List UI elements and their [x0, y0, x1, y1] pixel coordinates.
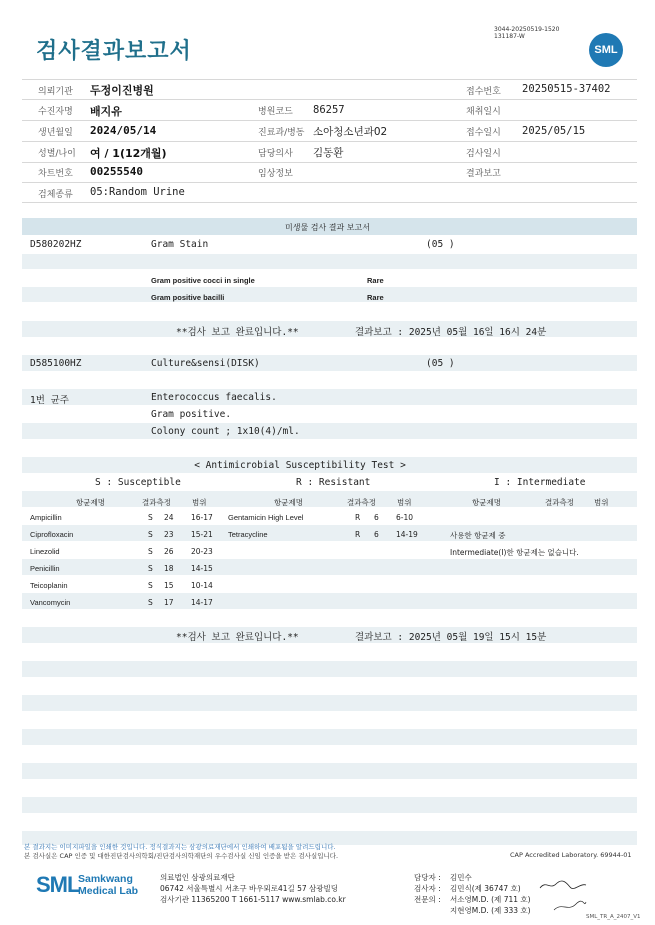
doctor-label: 담당의사 — [258, 149, 293, 159]
ast-drug: Ciprofloxacin — [30, 530, 74, 539]
birth-label: 생년월일 — [38, 128, 73, 138]
row-band — [22, 254, 637, 269]
sex-age-label: 성별/나이 — [38, 149, 76, 159]
hospital-label: 의뢰기관 — [38, 87, 73, 97]
report-title: 검사결과보고서 — [36, 39, 192, 64]
ast-drug: Vancomycin — [30, 598, 71, 607]
ast-range: 15-21 — [191, 530, 213, 539]
footer-note-2: 본 검사실은 CAP 인증 및 대한진단검사의학회/진단검사의학재단의 우수검사실 신임 인증을 받은 검사실입니다. — [24, 852, 339, 860]
patient-name-label: 수진자명 — [38, 107, 73, 117]
strain-organism: Enterococcus faecalis. — [151, 392, 277, 403]
divider — [22, 79, 637, 80]
test2-name: Culture&sensi(DISK) — [151, 358, 260, 369]
specialist-signature — [552, 898, 588, 914]
row-band — [22, 797, 637, 813]
receipt-no-label: 접수번호 — [466, 87, 501, 97]
ast-drug: Teicoplanin — [30, 581, 68, 590]
row-band — [22, 389, 637, 405]
col-drug-header-3: 항균제명 — [472, 498, 501, 507]
ast-range: 14-15 — [191, 564, 213, 573]
gram-result-1-value: Rare — [367, 276, 384, 285]
dept-value: 소아청소년과02 — [313, 126, 388, 138]
specimen-value: 05:Random Urine — [90, 186, 185, 198]
ast-sir: S — [148, 530, 153, 539]
result-report-label: 결과보고 — [466, 169, 501, 179]
org-address: 06742 서울특별시 서초구 바우뫼로41길 57 삼광빌딩 — [160, 884, 339, 893]
receipt-no-value: 20250515-37402 — [522, 83, 611, 95]
tester-label: 검사자 : — [414, 884, 441, 893]
col-result-header-2: 결과측정 — [347, 498, 376, 507]
staff-label: 담당자 : — [414, 873, 441, 882]
cap-accreditation: CAP Accredited Laboratory. 69944-01 — [510, 851, 632, 859]
clinical-info-label: 임상정보 — [258, 169, 293, 179]
test1-specimen-no: (05 ) — [426, 239, 455, 250]
ast-sir: R — [355, 513, 361, 522]
row-band — [22, 695, 637, 711]
gram-result-2-name: Gram positive bacilli — [151, 293, 225, 302]
ast-mm: 18 — [164, 564, 174, 573]
ast-drug: Ampicillin — [30, 513, 62, 522]
ast-sir: S — [148, 581, 153, 590]
form-code: SML_TR_A_2407_V1 — [586, 914, 641, 920]
org-contact: 검사기관 11365200 T 1661-5117 www.smlab.co.kr — [160, 895, 346, 904]
doctor-value: 김동환 — [313, 147, 344, 159]
gram-result-2-value: Rare — [367, 293, 384, 302]
row-band — [22, 423, 637, 439]
gram-result-1-name: Gram positive cocci in single — [151, 276, 255, 285]
document-id — [494, 26, 559, 40]
report-time-2: 결과보고 : 2025년 05월 19일 15시 15분 — [355, 632, 547, 643]
ast-drug: Penicillin — [30, 564, 60, 573]
legend-resistant: R : Resistant — [296, 477, 371, 488]
tester-signature — [538, 878, 588, 892]
ast-mm: 6 — [374, 513, 379, 522]
specialist-value-2: 지현영M.D. (제 333 호) — [450, 906, 531, 915]
report-time-1: 결과보고 : 2025년 05월 16일 16시 24분 — [355, 327, 547, 338]
brand-name-line2: Medical Lab — [78, 885, 139, 897]
divider — [22, 99, 637, 100]
ast-range: 14-19 — [396, 530, 418, 539]
intermediate-note-2: Intermediate(I)한 항균제는 없습니다. — [450, 548, 579, 557]
ast-drug: Linezolid — [30, 547, 60, 556]
divider — [22, 141, 637, 142]
ast-title: < Antimicrobial Susceptibility Test > — [194, 460, 406, 471]
strain-label: 1번 균주 — [30, 395, 69, 406]
col-range-header-3: 범위 — [594, 498, 609, 507]
strain-gram: Gram positive. — [151, 409, 232, 420]
specialist-value-1: 서소영M.D. (제 711 호) — [450, 895, 531, 904]
col-drug-header-1: 항균제명 — [76, 498, 105, 507]
document-id-line2: 131187-W — [494, 33, 525, 40]
ast-sir: R — [355, 530, 361, 539]
birth-value: 2024/05/14 — [90, 124, 157, 137]
col-drug-header-2: 항균제명 — [274, 498, 303, 507]
document-id-line1: 3044-20250519-1520 — [494, 26, 560, 33]
test1-name: Gram Stain — [151, 239, 209, 250]
test2-specimen-no: (05 ) — [426, 358, 455, 369]
staff-value: 김민수 — [450, 873, 472, 882]
org-name: 의료법인 삼광의료재단 — [160, 873, 235, 882]
specimen-label: 검체종류 — [38, 190, 73, 200]
ast-range: 20-23 — [191, 547, 213, 556]
chart-no-value: 00255540 — [90, 165, 143, 178]
test1-code: D580202HZ — [30, 239, 82, 250]
section-title: 미생물 검사 결과 보고서 — [285, 223, 370, 232]
chart-no-label: 차트번호 — [38, 169, 73, 179]
row-band — [22, 559, 637, 575]
hospital-code-value: 86257 — [313, 104, 345, 116]
ast-sir: S — [148, 564, 153, 573]
ast-drug: Gentamicin High Level — [228, 513, 304, 522]
ast-sir: S — [148, 598, 153, 607]
col-range-header-2: 범위 — [397, 498, 412, 507]
intermediate-note-1: 사용한 항균제 중 — [450, 531, 506, 540]
sml-logo: SML — [589, 33, 623, 67]
patient-name-value: 배지유 — [90, 105, 122, 118]
col-result-header-3: 결과측정 — [545, 498, 574, 507]
ast-range: 6-10 — [396, 513, 414, 522]
ast-range: 14-17 — [191, 598, 213, 607]
legend-susceptible: S : Susceptible — [95, 477, 181, 488]
receive-date-label: 접수일시 — [466, 128, 501, 138]
divider — [22, 120, 637, 121]
ast-sir: S — [148, 547, 153, 556]
brand-name-line1: Samkwang — [78, 873, 133, 885]
footer-note-1: 본 결과지는 이미지파일을 인쇄한 것입니다. 정식결과지는 삼광의료재단에서 인쇄하여 배포됨을 알려드립니다. — [24, 843, 336, 851]
exam-date-label: 검사일시 — [466, 149, 501, 159]
ast-mm: 6 — [374, 530, 379, 539]
row-band — [22, 729, 637, 745]
divider — [22, 162, 637, 163]
row-band — [22, 355, 637, 371]
col-result-header-1: 결과측정 — [142, 498, 171, 507]
divider — [22, 182, 637, 183]
ast-sir: S — [148, 513, 153, 522]
ast-drug: Tetracycline — [228, 530, 268, 539]
row-band — [22, 763, 637, 779]
hospital-code-label: 병원코드 — [258, 107, 293, 117]
ast-range: 16-17 — [191, 513, 213, 522]
specialist-label: 전문의 : — [414, 895, 441, 904]
ast-mm: 23 — [164, 530, 174, 539]
report-complete-1: **검사 보고 완료입니다.** — [176, 327, 299, 338]
test2-code: D585100HZ — [30, 358, 82, 369]
strain-colony-count: Colony count ; 1x10(4)/ml. — [151, 426, 300, 437]
brand-name — [78, 873, 138, 897]
sex-age-value: 여 / 1(12개월) — [90, 147, 167, 160]
sml-footer-logo: SML — [36, 872, 80, 897]
divider — [22, 202, 637, 203]
ast-mm: 24 — [164, 513, 174, 522]
col-range-header-1: 범위 — [192, 498, 207, 507]
receive-date-value: 2025/05/15 — [522, 125, 586, 137]
report-complete-2: **검사 보고 완료입니다.** — [176, 632, 299, 643]
row-band — [22, 525, 637, 541]
dept-label: 진료과/병동 — [258, 128, 305, 138]
row-band — [22, 661, 637, 677]
legend-intermediate: I : Intermediate — [494, 477, 586, 488]
collect-date-label: 채취일시 — [466, 107, 501, 117]
tester-value: 김민식(제 36747 호) — [450, 884, 521, 893]
ast-mm: 17 — [164, 598, 174, 607]
ast-mm: 26 — [164, 547, 174, 556]
row-band — [22, 287, 637, 302]
row-band — [22, 593, 637, 609]
hospital-value: 두정이진병원 — [90, 84, 154, 97]
ast-mm: 15 — [164, 581, 174, 590]
ast-range: 10-14 — [191, 581, 213, 590]
